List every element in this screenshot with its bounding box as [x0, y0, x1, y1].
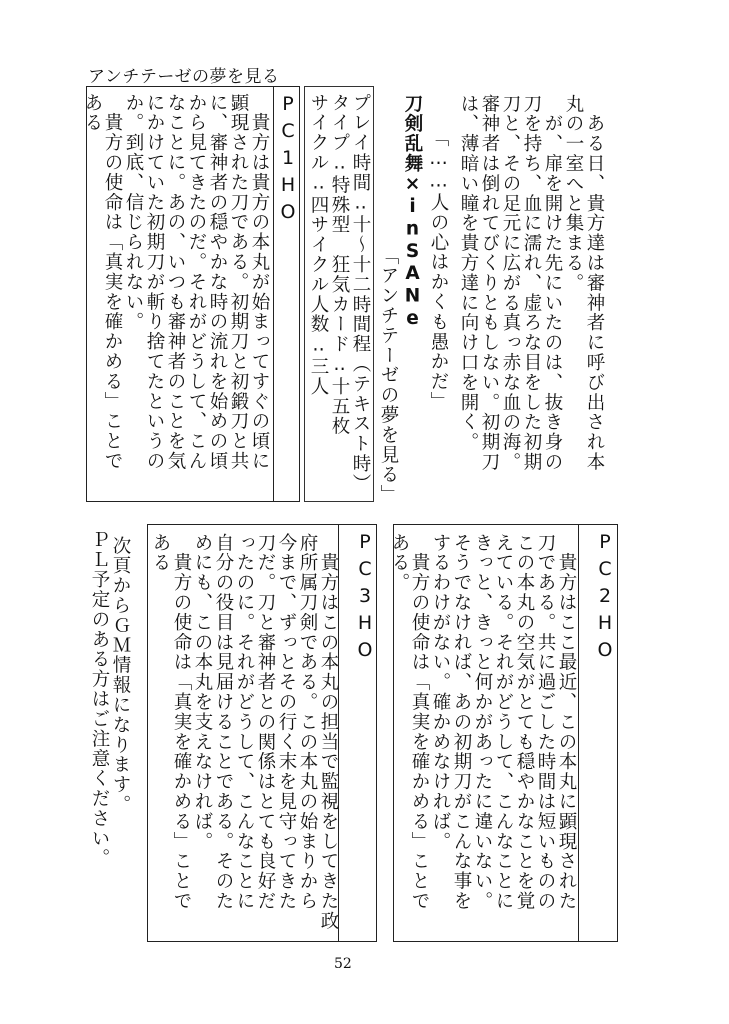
pc1-column: 貴方は貴方の本丸が始まってすぐの頃に — [249, 93, 270, 472]
crossover-heading: 刀剣乱舞×inSANe — [402, 94, 423, 331]
pc1-column: にかけていた初期刀が斬り捨てたというの — [144, 93, 165, 472]
page-number: 52 — [334, 956, 352, 972]
pc1-column: か。到底、信じられない。 — [123, 93, 144, 332]
pc3-column: 貴方はこの本丸の担当で監視をしてきた政 — [318, 533, 339, 931]
pc1-column: から見てきたのだ。それがどうして、こん — [186, 93, 207, 472]
pc2-column: えている。それがどうして、こんなことに — [493, 533, 514, 912]
intro-column: ある日、貴方達は審神者に呼び出され本 — [584, 94, 605, 473]
pc3-handout-box — [147, 524, 377, 942]
pc2-column: きっと、きっと何かがあったに違いない。 — [472, 533, 493, 912]
intro-column: が、扉を開けた先にいたのは、抜き身の — [542, 94, 563, 473]
pc3-column: ある — [150, 533, 171, 573]
pc3-column: 貴方の使命は「真実を確かめる」ことで — [171, 533, 192, 912]
pc3-column: 刀だ。刀と審神者との関係はとても良好だ — [255, 533, 276, 912]
pc3-column: 自分の役目は見届けることである。そのた — [213, 533, 234, 912]
info-playtime: プレイ時間‥十〜十二時間程（テキスト時） — [350, 93, 371, 494]
gm-info-notice: ＰＬ予定のある方はご注意ください。 — [89, 530, 110, 869]
info-type-cards: タイプ‥特殊型 狂気カード‥十五枚 — [329, 93, 350, 437]
intro-column: 刀と、その足元に広がる真っ赤な血の海。 — [500, 94, 521, 473]
pc2-handout-box — [389, 524, 618, 942]
pc2-column: この本丸の空気がとても穏やかなことを覚 — [514, 533, 535, 912]
intro-column: 丸の一室へと集まる。 — [563, 94, 584, 293]
pc1-column: 貴方の使命は「真実を確かめる」ことで — [102, 93, 123, 472]
pc1-column: に、審神者の穏やかな時の流れを始めの頃 — [207, 93, 228, 472]
scenario-info-box — [304, 86, 374, 502]
intro-column: 審神者は倒れてびくりともしない。初期刀 — [479, 94, 500, 473]
pc1-handout-box — [82, 86, 300, 502]
pc3-column: 府所属刀剣である。この本丸の始まりから — [297, 533, 318, 912]
scenario-title-quote: 「アンチテーゼの夢を見る」 — [378, 246, 399, 505]
pc2-column: ある。 — [389, 533, 410, 593]
pc2-column: するわけがない。確かめなければ。 — [430, 533, 451, 852]
intro-column: 刀を持ち、血に濡れ、虚ろな目をした初期 — [521, 94, 542, 473]
pc2-column: そうでなければ、あの初期刀がこんな事を — [451, 533, 472, 912]
intro-quote: 「……人の心はかくも愚かだ」 — [428, 128, 449, 412]
intro-column: は、薄暗い瞳を貴方達に向け口を開く。 — [458, 94, 479, 453]
pc3-column: ったのに。それがどうして、こんなことに — [234, 533, 255, 912]
page-title: アンチテーゼの夢を見る — [88, 67, 280, 87]
pc1-label: PC1HO — [273, 87, 299, 501]
info-cycle-players: サイクル‥四サイクル人数‥三人 — [308, 93, 329, 397]
pc1-column: 顕現された刀である。初期刀と初鍛刀と共 — [228, 93, 249, 472]
pc2-column: 貴方はここ最近、この本丸に顕現された — [556, 533, 577, 912]
pc1-column: なことに。あの、いつも審神者のことを気 — [165, 93, 186, 472]
pc2-column: 貴方の使命は「真実を確かめる」ことで — [409, 533, 430, 912]
pc3-column: 今まで、ずっとその行く末を見守ってきた — [276, 533, 297, 912]
pc2-column: 刀である。共に過ごした時間は短いものの — [535, 533, 556, 912]
pc2-label: PC2HO — [578, 525, 616, 941]
gm-info-notice: 次頁からＧＭ情報になります。 — [110, 536, 131, 815]
intro-body — [456, 94, 606, 504]
pc1-column: ある — [82, 93, 103, 133]
pc3-column: めにも、この本丸を支えなければ。 — [192, 533, 213, 852]
pc3-label: PC3HO — [338, 525, 376, 941]
